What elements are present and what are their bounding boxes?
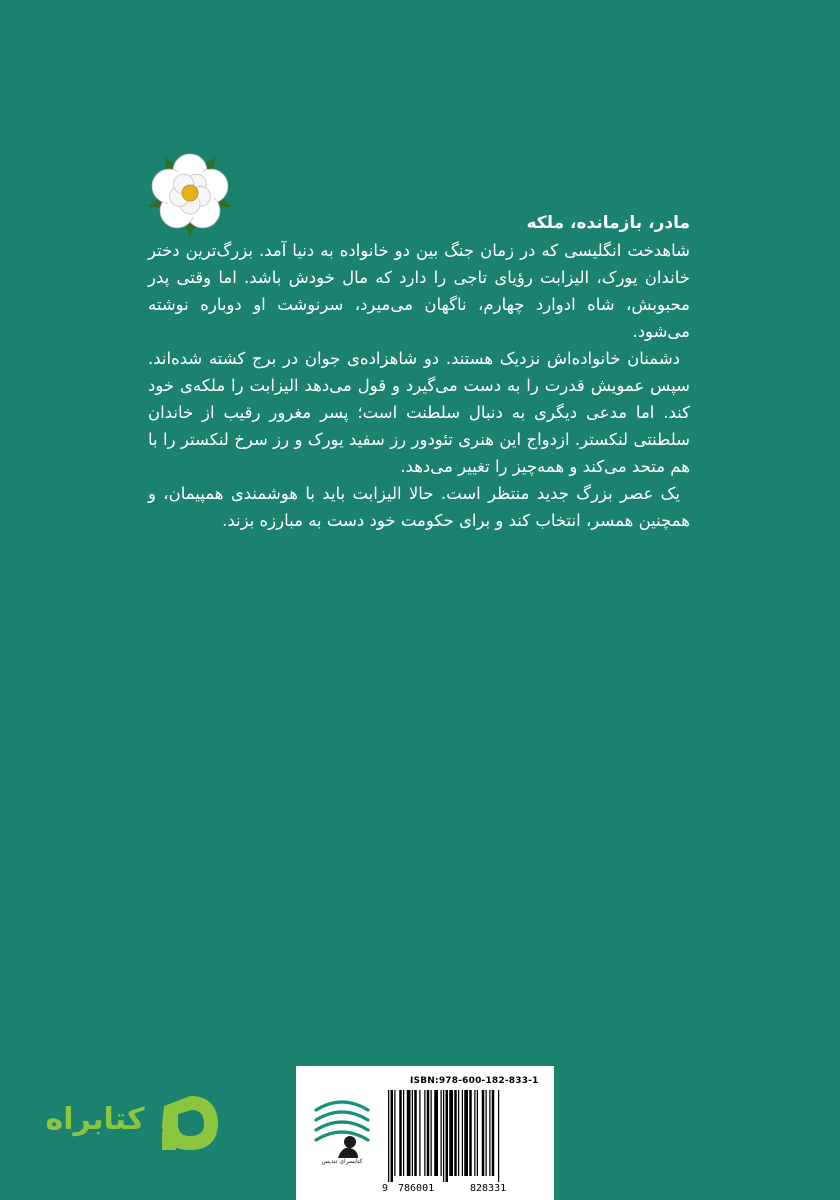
barcode-bar [443, 1090, 444, 1182]
publisher-name: کتابسرای تندیس [321, 1158, 363, 1165]
barcode-bar [474, 1090, 475, 1176]
barcode-bar [427, 1090, 430, 1176]
barcode-bar [489, 1090, 490, 1176]
back-cover-blurb [148, 210, 690, 534]
barcode-digits-right: 828331 [470, 1183, 507, 1194]
barcode-bars [388, 1090, 538, 1182]
barcode-bar [434, 1090, 438, 1176]
ketabrah-logo-text: کتابراه [45, 1102, 145, 1137]
isbn-barcode-panel [296, 1066, 554, 1200]
isbn-label: ISBN:978-600-182-833-1 [410, 1076, 539, 1086]
barcode-bar [394, 1090, 395, 1176]
ketabrah-mark-icon [156, 1092, 222, 1154]
barcode-bar [498, 1090, 499, 1182]
blurb-paragraph: شاهدخت انگلیسی که در زمان جنگ بین دو خانواده به دنیا آمد. بزرگ‌ترین دختر خاندان یورک، الیزابت رؤیای تاجی را دارد که مال خودش باشد. اما وقتی پدر محبوبش، شاه ادوارد چهارم، ناگهان می‌میرد، سرنوشت او دوباره نوشته می‌شود. [148, 241, 690, 341]
barcode-digits-left: 786001 [398, 1183, 435, 1194]
barcode-bar [424, 1090, 425, 1176]
barcode-bar [469, 1090, 472, 1176]
barcode-bar [391, 1090, 394, 1182]
barcode-bar [399, 1090, 402, 1176]
barcode-bar [403, 1090, 404, 1176]
barcode-bar [412, 1090, 413, 1176]
blurb-paragraph: یک عصر بزرگ جدید منتظر است. حالا الیزابت باید با هوشمندی همپیمان، و همچنین همسر، انتخاب کند و برای حکومت خود دست به مبارزه بزند. [148, 484, 690, 530]
barcode-bar [441, 1090, 442, 1176]
barcode-bar [464, 1090, 468, 1176]
blurb-paragraph: دشمنان خانواده‌اش نزدیک هستند. دو شاهزاده‌ی جوان در برج کشته شده‌اند. سپس عمویش قدرت را به دست می‌گیرد و قول می‌دهد الیزابت را ملکه‌ی خود کند. اما مدعی دیگری به دنبال سلطنت است؛ پسر مغرور رقیب از خاندان سلطنتی لنکستر. ازدواج این هنری تئودور رز سفید یورک و رز سرخ لنکستر را با هم متحد می‌کند و همه‌چیز را تغییر می‌دهد. [148, 349, 690, 476]
barcode-bar [419, 1090, 420, 1176]
barcode-bar [431, 1090, 432, 1176]
barcode-bar [449, 1090, 453, 1176]
barcode-bar [462, 1090, 463, 1176]
barcode-bar [492, 1090, 495, 1176]
barcode-bar [388, 1090, 389, 1182]
barcode-bar [482, 1090, 485, 1176]
barcode-bar [414, 1090, 417, 1176]
barcode-bar [446, 1090, 449, 1182]
barcode-bar [458, 1090, 459, 1176]
ketabrah-logo [40, 1092, 222, 1164]
barcode-bar [454, 1090, 457, 1176]
barcode-digit-lead: 9 [382, 1183, 389, 1194]
barcode-bar [477, 1090, 478, 1176]
barcode-bar [486, 1090, 487, 1176]
barcode-bar [407, 1090, 411, 1176]
publisher-logo-icon [308, 1096, 376, 1160]
blurb-heading: مادر، بازمانده، ملکه [526, 213, 690, 233]
